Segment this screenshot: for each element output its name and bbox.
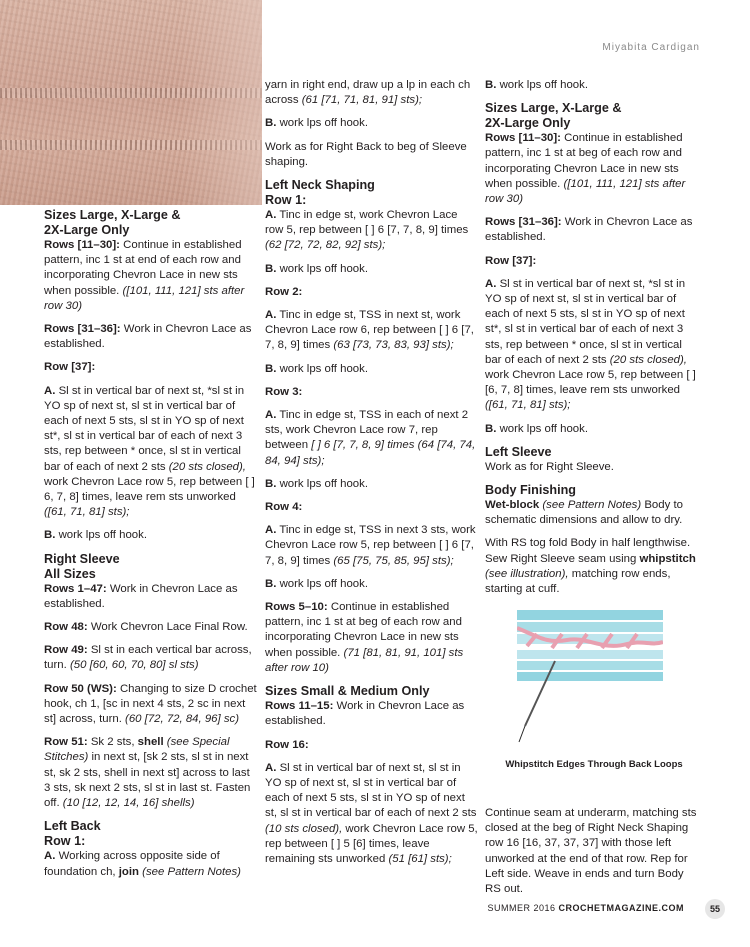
row-label: Rows 5–10: (265, 601, 328, 614)
row-label: Rows [31–36]: (485, 216, 562, 229)
row-text: yarn in right end, draw up a lp in each ch across (265, 79, 471, 107)
row-paragraph (44, 735, 258, 811)
row-text: Tinc in edge st, TSS in each of next 2 sts, work Chevron Lace row 7, rep between (265, 409, 469, 452)
row-text: work Chevron Lace row 5, rep between [ ] [6, 7, 8] times, leave rem sts unworked (485, 369, 696, 397)
whipstitch-illustration (517, 606, 663, 747)
section-heading: Left Neck Shaping (265, 178, 375, 193)
row-note: (20 sts closed), (165, 460, 246, 473)
row-label: B. (44, 529, 56, 542)
row-label: Rows 11–15: (265, 700, 334, 713)
row-paragraph (44, 643, 258, 673)
step-paragraph (265, 116, 478, 131)
row-text: work Chevron Lace row 5, rep between [ ] 5 [6] times, leave remaining sts unworked (265, 822, 478, 865)
row-paragraph (44, 620, 258, 635)
row-text: Sl st in each vertical bar across, turn. (44, 644, 252, 672)
row-text: Changing to size D crochet hook, ch 1, [sc in next 4 sts, 2 sc in next st] across, turn. (44, 682, 257, 726)
row-text: Body to schematic dimensions and allow to dry. (485, 499, 683, 527)
row-text: work lps off hook. (276, 117, 368, 130)
row-text: Tinc in edge st, work Chevron Lace row 5, rep between [ ] 6 [7, 7, 8, 9] times (265, 209, 469, 237)
row-text: Working across opposite side of foundation ch, (44, 850, 220, 878)
column-3 (485, 78, 700, 605)
step-paragraph (265, 362, 478, 377)
row-label: Row 49: (44, 644, 88, 657)
row-paragraph (44, 682, 258, 728)
row-paragraph (44, 322, 258, 352)
row-paragraph (485, 254, 700, 269)
section-heading: 2X-Large Only (485, 116, 571, 131)
row-text: Work as for Right Back to beg of Sleeve shaping. (265, 140, 467, 168)
row-note: (65 [75, 75, 85, 95] sts); (330, 554, 454, 567)
row-text: Continue in established pattern, inc 1 st at beg of each row and incorporating Chevron Lace in new sts when possible. (485, 132, 683, 190)
row-note: (see Pattern Notes) (139, 865, 241, 878)
row-text: Work in Chevron Lace as established. (44, 323, 252, 351)
row-label: Rows 1–47: (44, 582, 107, 595)
step-paragraph (265, 577, 478, 592)
step-paragraph (265, 262, 478, 277)
step-paragraph (44, 528, 258, 543)
row-paragraph (44, 582, 258, 612)
row-text: Tinc in edge st, TSS in next st, work Chevron Lace row 6, rep between [ ] 6 [7, 7, 8, 9] times (265, 309, 474, 352)
row-label: Row [37]: (485, 254, 537, 267)
row-label: A. (265, 309, 277, 322)
row-note: ([61, 71, 81] sts); (485, 399, 571, 412)
section-heading: 2X-Large Only (44, 223, 130, 237)
section-heading: Row 1: (44, 834, 86, 849)
step-paragraph (44, 849, 258, 879)
row-note: (63 [73, 73, 83, 93] sts); (330, 339, 454, 352)
row-note: (10 sts closed), (265, 822, 343, 835)
row-label: B. (265, 362, 277, 375)
section-heading: Right Sleeve (44, 551, 120, 566)
column-3-bottom (485, 806, 700, 905)
finishing-paragraph: Continue seam at underarm, matching sts closed at the beg of Right Neck Shaping row 16 [16, 37, 37, 37] with those left unworked at the end of that row. Rep for Left side. Weave in ends and turn Body RS out. (485, 807, 697, 896)
issue-label: SUMMER 2016 (487, 903, 556, 913)
step-paragraph (485, 460, 700, 475)
row-note: (see Special Stitches) (44, 736, 230, 764)
step-paragraph (265, 761, 478, 867)
step-paragraph (265, 523, 478, 569)
row-label: Rows [31–36]: (44, 323, 121, 336)
row-paragraph (265, 285, 478, 300)
row-text: Work as for Right Sleeve. (485, 460, 614, 473)
row-label: Row 3: (265, 385, 303, 398)
row-label: A. (265, 409, 277, 422)
row-paragraph (265, 385, 478, 400)
row-paragraph (485, 215, 700, 245)
row-text: work lps off hook. (276, 362, 368, 375)
row-note: ([101, 111, 121] sts after row 30) (485, 177, 686, 206)
row-note: ([101, 111, 121] sts after row 30) (44, 284, 245, 312)
step-paragraph (265, 308, 478, 354)
row-text: work lps off hook. (276, 577, 368, 590)
row-note: (71 [81, 81, 91, 101] sts after row 10) (265, 646, 464, 674)
knit-rows-bottom (517, 650, 663, 681)
step-paragraph (485, 78, 700, 93)
row-note: (60 [72, 72, 84, 96] sc) (121, 713, 240, 726)
row-label: Wet-block (485, 499, 540, 512)
row-label: Row 2: (265, 285, 303, 298)
row-text: work lps off hook. (276, 262, 368, 275)
row-text: work lps off hook. (496, 79, 588, 91)
row-text: Work Chevron Lace Final Row. (87, 621, 248, 634)
row-label: A. (44, 384, 56, 397)
step-paragraph (265, 208, 478, 254)
footer (487, 903, 684, 913)
section-heading: Sizes Large, X-Large & (44, 208, 181, 222)
row-label: Row 50 (WS): (44, 682, 117, 695)
section-heading: Row 1: (265, 193, 307, 208)
row-label: Row 51: (44, 736, 88, 749)
row-paragraph (265, 500, 478, 515)
step-paragraph (44, 384, 258, 521)
row-label: B. (265, 577, 277, 590)
row-text: With RS tog fold Body in half lengthwise. Sew Right Sleeve seam using (485, 537, 691, 565)
row-paragraph (265, 699, 478, 729)
section-heading: All Sizes (44, 566, 96, 581)
column-2 (265, 78, 478, 875)
row-text: Sl st in vertical bar of next st, *sl st in YO sp of next st, sl st in vertical bar of each of next 5 sts, sl st in YO sp of next st*, sl st in vertical bar of each of next 3 sts, rep between * once, sl st in vertical bar of each of next 2 sts (485, 277, 686, 366)
row-label: A. (265, 209, 277, 222)
row-paragraph (485, 131, 700, 207)
row-text: work Chevron Lace row 5, rep between [ ] 6, 7, 8] times, leave rem sts unworked (44, 475, 255, 504)
step-paragraph (265, 408, 478, 469)
row-note: (20 sts closed), (606, 353, 687, 366)
row-label: B. (265, 262, 277, 275)
row-text: work lps off hook. (276, 477, 368, 490)
row-text: Work in Chevron Lace as established. (485, 216, 693, 244)
row-note: (51 [61] sts); (385, 852, 452, 865)
stitch-term: join (115, 865, 139, 878)
step-paragraph (265, 477, 478, 492)
row-label: Row 4: (265, 501, 303, 514)
row-text: Sl st in vertical bar of next st, sl st in YO sp of next st, sl st in vertical bar of each of next 5 sts, sl st in YO sp of next st, sl st in vertical bar of each of next 2 sts (265, 761, 477, 820)
row-text: matching row ends, starting at cuff. (485, 567, 671, 596)
illustration-caption: Whipstitch Edges Through Back Loops (505, 759, 683, 770)
row-label: B. (265, 117, 277, 130)
row-paragraph (265, 600, 478, 676)
step-paragraph (485, 422, 700, 437)
row-label: B. (485, 422, 497, 435)
row-label: B. (485, 79, 497, 91)
sweater-photo (0, 0, 262, 205)
row-text: Continue in established pattern, inc 1 st at beg of each row and incorporating Chevron Lace in new sts when possible. (265, 601, 462, 659)
page-number: 55 (705, 899, 725, 919)
row-text: work lps off hook. (496, 422, 588, 435)
pattern-name-header: Miyabita Cardigan (602, 42, 700, 53)
stitch-term: whipstitch (636, 552, 696, 565)
section-heading: Body Finishing (485, 483, 576, 498)
row-note: (62 [72, 72, 82, 92] sts); (265, 239, 386, 252)
photo-shade (180, 0, 262, 205)
stitch-term: shell (134, 736, 164, 749)
row-paragraph (44, 360, 258, 375)
step-paragraph (485, 277, 700, 414)
row-paragraph (485, 498, 700, 528)
row-note: ([61, 71, 81] sts); (44, 506, 130, 519)
row-note: (61 [71, 71, 81, 91] sts); (298, 94, 423, 107)
row-text: Work in Chevron Lace as established. (44, 582, 238, 610)
row-note: (see illustration), (485, 567, 569, 580)
row-label: Row 16: (265, 738, 309, 751)
row-label: Row 48: (44, 621, 88, 634)
row-text: Tinc in edge st, TSS in next 3 sts, work Chevron Lace row 5, rep between [ ] 6 [7, 7, 8, 9] times (265, 524, 476, 567)
row-label: Row [37]: (44, 361, 96, 374)
section-heading: Sizes Small & Medium Only (265, 684, 430, 699)
row-text: Sk 2 sts, (87, 736, 135, 749)
row-note: (10 [12, 12, 14, 16] shells) (59, 797, 195, 810)
row-text: Work in Chevron Lace as established. (265, 700, 465, 728)
section-heading: Left Back (44, 819, 101, 834)
section-heading: Sizes Large, X-Large & (485, 101, 622, 116)
step-paragraph (265, 78, 478, 108)
row-text: Sl st in vertical bar of next st, *sl st in YO sp of next st, sl st in vertical bar of each of next 5 sts, sl st in YO sp of next st*, sl st in vertical bar of each of next 3 sts, rep between * once, sl st in vertical bar of each of next 2 sts (44, 384, 245, 473)
row-note: (50 [60, 60, 70, 80] sl sts) (66, 659, 199, 672)
row-paragraph (485, 536, 700, 597)
row-text: Continue in established pattern, inc 1 st at end of each row and incorporating Chevron Lace in new sts when possible. (44, 239, 242, 297)
column-1 (44, 208, 258, 888)
row-label: A. (44, 850, 56, 863)
row-text: in next st, [sk 2 sts, sl st in next st, sk 2 sts, shell in next st] across to last 3 sts, sk next 2 sts, sl st in last st. Fasten off. (44, 751, 251, 810)
section-heading: Left Sleeve (485, 444, 552, 459)
row-label: B. (265, 477, 277, 490)
site-label: CROCHETMAGAZINE.COM (558, 903, 684, 913)
row-label: Rows [11–30]: (44, 239, 120, 251)
row-note: [ ] 6 [7, 7, 8, 9] times (64 [74, 74, 84, 94] sts); (265, 439, 476, 467)
row-paragraph (265, 140, 478, 170)
row-text: work lps off hook. (55, 529, 147, 542)
row-paragraph (265, 738, 478, 753)
row-label: A. (485, 277, 497, 290)
row-label: A. (265, 524, 277, 537)
row-paragraph (44, 238, 258, 314)
row-label: Rows [11–30]: (485, 132, 561, 145)
row-label: A. (265, 761, 277, 774)
row-note: (see Pattern Notes) (539, 499, 642, 512)
